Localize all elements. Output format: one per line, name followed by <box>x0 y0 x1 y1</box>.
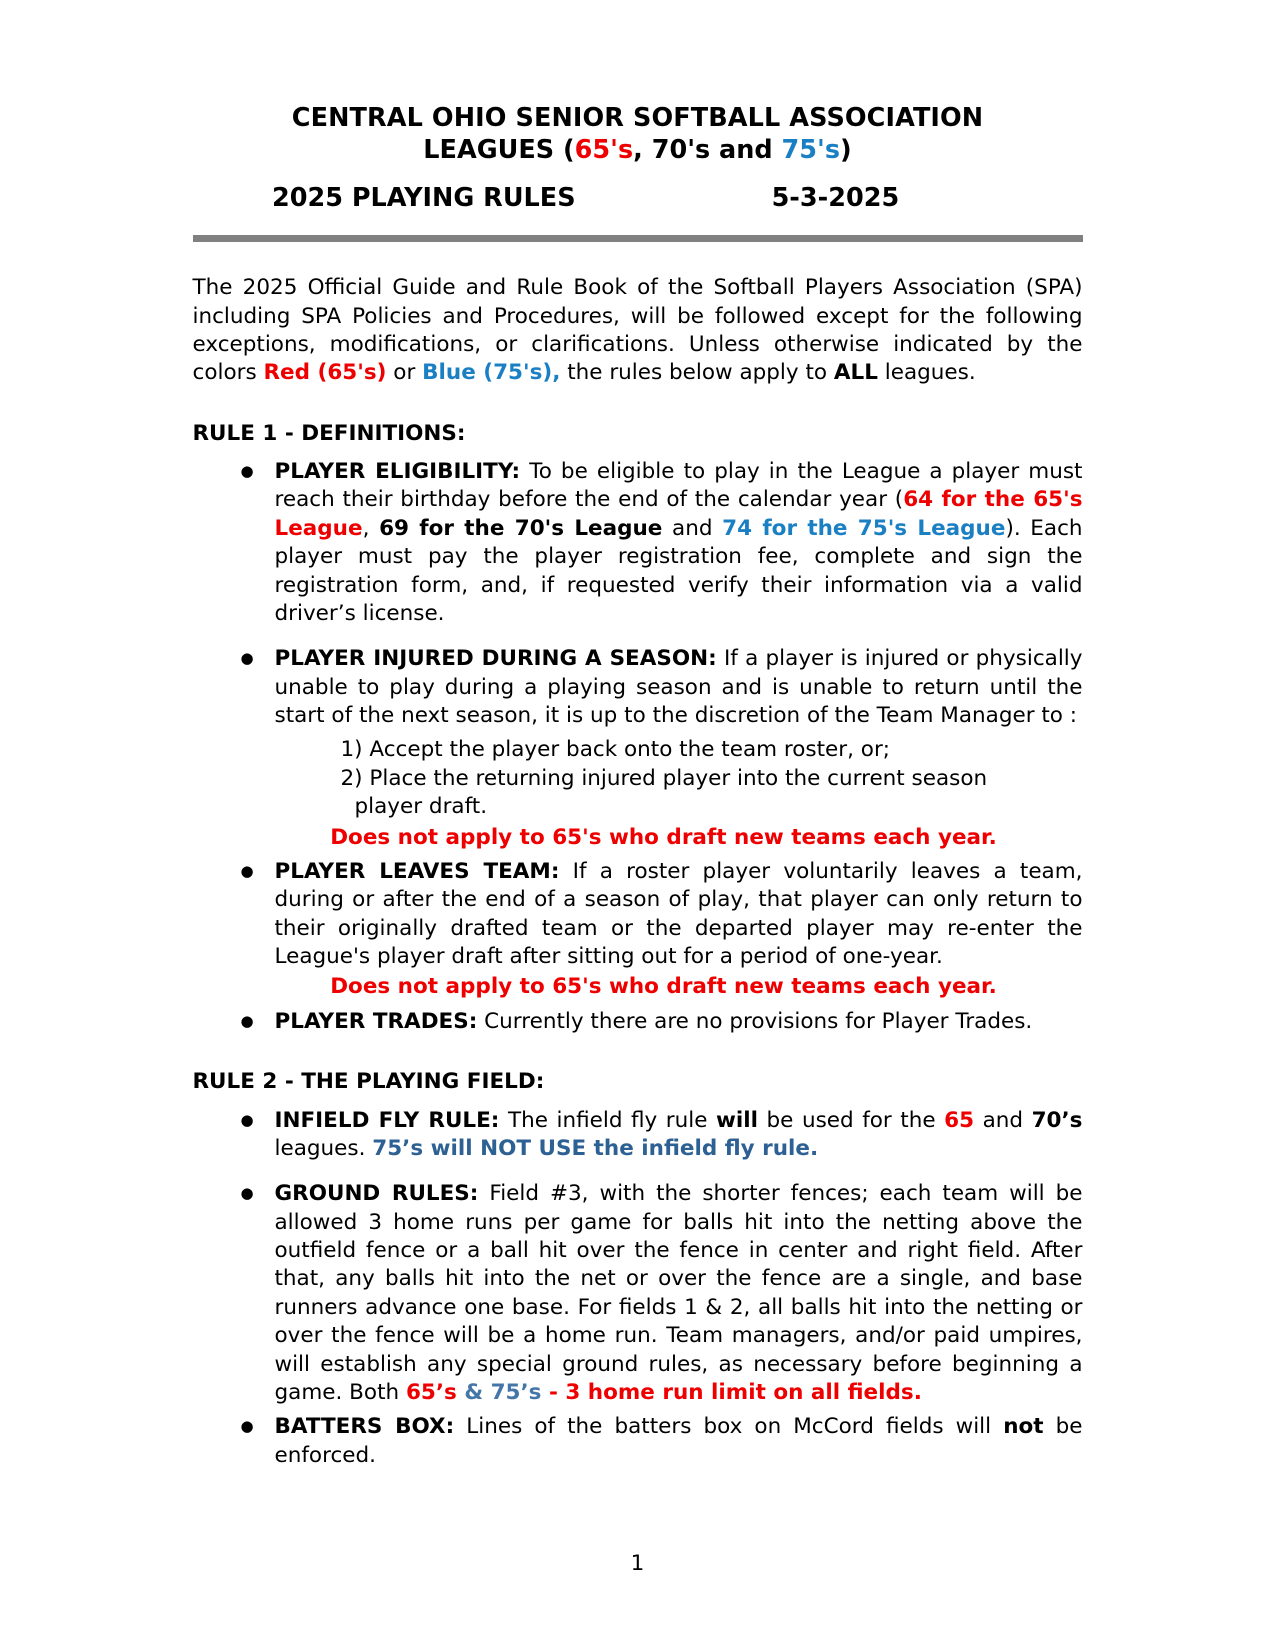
infield-fly-label: INFIELD FLY RULE: <box>274 1107 500 1133</box>
infield-fly-text3: and <box>974 1107 1032 1133</box>
batters-box-label: BATTERS BOX: <box>274 1414 455 1440</box>
infield-fly-text2: be used for the <box>758 1107 945 1133</box>
ground-rules-75s: & 75’s <box>456 1379 542 1405</box>
batters-box-text2: be enforced. <box>274 1414 1083 1468</box>
player-injured-options <box>275 736 1083 821</box>
ground-rules-65s: 65’s <box>405 1379 457 1405</box>
infield-fly-will: will <box>716 1107 758 1133</box>
infield-fly-75s-note: 75’s will NOT USE the infield fly rule. <box>372 1135 819 1161</box>
leaves-red-note: Does not apply to 65's who draft new teams each year. <box>330 974 997 1000</box>
player-leaves-label: PLAYER LEAVES TEAM: <box>274 858 560 884</box>
intro-red-label: Red (65's) <box>263 360 387 386</box>
ground-rules-label: GROUND RULES: <box>274 1181 479 1207</box>
eligibility-65s-age: 64 for the 65's League <box>274 487 1083 541</box>
infield-fly-text1: The infield fly rule <box>499 1107 717 1133</box>
infield-fly-text4: leagues. <box>274 1135 373 1161</box>
leagues-suffix: ) <box>840 134 852 165</box>
header-divider <box>193 235 1083 242</box>
bullet-player-eligibility <box>193 458 1083 628</box>
player-eligibility-label: PLAYER ELIGIBILITY: <box>274 459 521 485</box>
leagues-65-label: 65's <box>574 134 634 165</box>
player-injured-text: If a player is injured or physically unable to play during a playing season and is unable to return until the start of the next season, it is up to the discretion of the Team Manager to : <box>274 646 1083 729</box>
rules-title-row <box>0 183 1275 213</box>
player-eligibility-text1: To be eligible to play in the League a player must reach their birthday before the end of the calendar year ( <box>274 459 1083 513</box>
leagues-prefix: LEAGUES ( <box>423 134 575 165</box>
intro-part4: leagues. <box>877 360 976 386</box>
player-trades-label: PLAYER TRADES: <box>274 1008 478 1034</box>
intro-paragraph <box>193 274 1083 388</box>
injured-option-2-continued: player draft. <box>354 794 488 820</box>
eligibility-text2: , <box>362 515 380 541</box>
batters-box-not: not <box>1003 1414 1044 1440</box>
injured-option-2: 2) Place the returning injured player into the current season <box>340 765 988 791</box>
injured-option-1: 1) Accept the player back onto the team roster, or; <box>340 737 891 763</box>
leagues-middle: , 70's and <box>633 134 782 165</box>
leagues-75-label: 75's <box>781 134 841 165</box>
bullet-player-trades <box>193 1008 1083 1036</box>
rule-2-heading: RULE 2 - THE PLAYING FIELD: <box>192 1069 545 1095</box>
bullet-player-injured <box>193 645 1083 852</box>
injured-red-note: Does not apply to 65's who draft new teams each year. <box>330 824 997 850</box>
eligibility-text3: and <box>662 515 723 541</box>
eligibility-75s-age: 74 for the 75's League <box>722 515 1006 541</box>
eligibility-70s-age: 69 for the 70's League <box>379 515 663 541</box>
rule-2-bullet-list <box>193 1107 1083 1471</box>
bullet-ground-rules <box>193 1180 1083 1407</box>
infield-fly-65: 65 <box>944 1107 975 1133</box>
document-header <box>0 0 1275 213</box>
rule-1-bullet-list <box>193 458 1083 1036</box>
organization-title: CENTRAL OHIO SENIOR SOFTBALL ASSOCIATION <box>291 103 984 133</box>
intro-blue-label: Blue (75's), <box>422 360 561 386</box>
intro-part3: the rules below apply to <box>560 360 834 386</box>
bullet-batters-box <box>193 1413 1083 1470</box>
batters-box-text1: Lines of the batters box on McCord fields will <box>454 1414 1004 1440</box>
eligibility-text4: ). Each player must pay the player registration fee, complete and sign the registration form, and, if requested verify their information via a valid driver’s license. <box>274 515 1083 626</box>
ground-rules-text: Field #3, with the shorter fences; each team will be allowed 3 home runs per game for balls hit into the netting above the outfield fence or a ball hit over the fence in center and right field. After that, any balls hit into the net or over the fence are a single, and base runners advance one base. For fields 1 & 2, all balls hit into the netting or over the fence will be a home run. Team managers, and/or paid umpires, will establish any special ground rules, as necessary before beginning a game. Both <box>274 1181 1083 1405</box>
rule-1-heading: RULE 1 - DEFINITIONS: <box>192 420 466 446</box>
player-trades-text: Currently there are no provisions for Player Trades. <box>477 1008 1033 1034</box>
bullet-player-leaves-team <box>193 858 1083 1002</box>
page-title: 2025 PLAYING RULES <box>272 183 576 214</box>
intro-part1: The 2025 Official Guide and Rule Book of the Softball Players Association (SPA) including SPA Policies and Procedures, will be followed except for the following exceptions, modifications, or clarifications. Unless otherwise indicated by the colors <box>192 275 1083 386</box>
player-leaves-text: If a roster player voluntarily leaves a team, during or after the end of a season of play, that player can only return to their originally drafted team or the departed player may re-enter the League's player draft after sitting out for a period of one-year. <box>274 858 1083 970</box>
intro-part2: or <box>386 360 423 386</box>
infield-fly-70s: 70’s <box>1031 1107 1083 1133</box>
ground-rules-hr-limit: - 3 home run limit on all fields. <box>541 1379 922 1405</box>
revision-date: 5-3-2025 <box>771 183 900 214</box>
bullet-infield-fly-rule <box>193 1107 1083 1164</box>
player-injured-label: PLAYER INJURED DURING A SEASON: <box>274 646 717 672</box>
page-number: 1 <box>630 1551 645 1576</box>
leagues-subtitle <box>0 134 1275 168</box>
intro-all-emphasis: ALL <box>833 360 878 386</box>
document-body <box>193 242 1083 1470</box>
